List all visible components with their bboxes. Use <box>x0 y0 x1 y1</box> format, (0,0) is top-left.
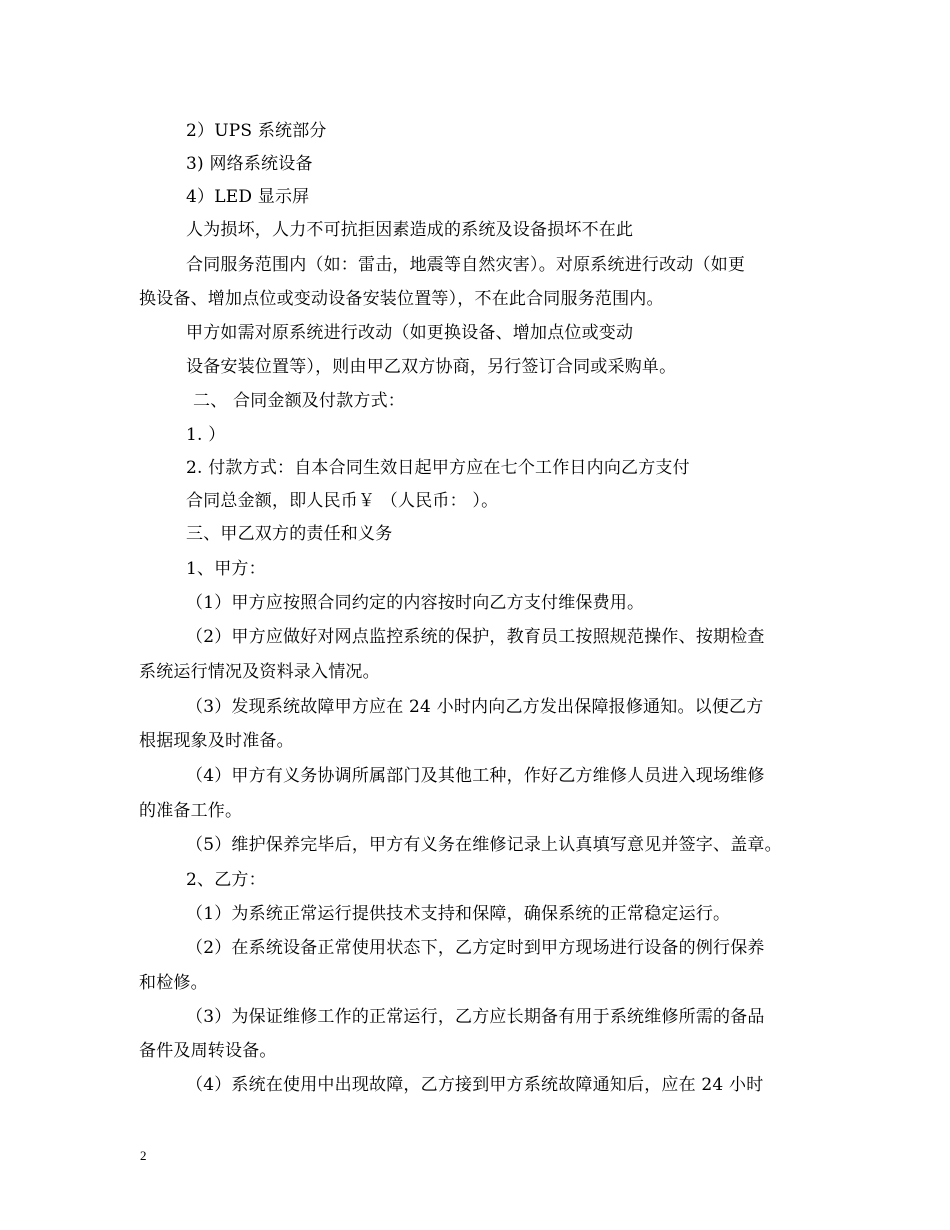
text-line: （2）在系统设备正常使用状态下，乙方定时到甲方现场进行设备的例行保养 <box>186 938 765 958</box>
text-line: （1）甲方应按照合同约定的内容按时向乙方支付维保费用。 <box>186 593 645 613</box>
subsection-heading: 1、甲方： <box>186 559 266 579</box>
section-heading: 三、甲乙双方的责任和义务 <box>186 524 393 544</box>
text-line: 4）LED 显示屏 <box>186 187 310 207</box>
text-line: （3）发现系统故障甲方应在 24 小时内向乙方发出保障报修通知。以便乙方 <box>186 697 764 717</box>
text-line: 系统运行情况及资料录入情况。 <box>139 662 380 682</box>
text-line: （4）甲方有义务协调所属部门及其他工种，作好乙方维修人员进入现场维修 <box>186 766 765 786</box>
text-line: 人为损坏，人力不可抗拒因素造成的系统及设备损坏不在此 <box>186 220 634 240</box>
text-line: 甲方如需对原系统进行改动（如更换设备、增加点位或变动 <box>186 323 634 343</box>
text-line: 1. ） <box>186 425 226 445</box>
text-line: 的准备工作。 <box>139 801 243 821</box>
text-line: （4）系统在使用中出现故障，乙方接到甲方系统故障通知后，应在 24 小时 <box>186 1075 764 1095</box>
text-line: 合同服务范围内（如：雷击，地震等自然灾害）。对原系统进行改动（如更 <box>186 255 746 275</box>
text-line: 根据现象及时准备。 <box>139 731 294 751</box>
text-line: 合同总金额，即人民币￥ （人民币： ）。 <box>186 491 499 511</box>
text-line: 备件及周转设备。 <box>139 1041 277 1061</box>
text-line: 2. 付款方式：自本合同生效日起甲方应在七个工作日内向乙方支付 <box>186 458 690 478</box>
text-line: （1）为系统正常运行提供技术支持和保障，确保系统的正常稳定运行。 <box>186 904 731 924</box>
section-heading: 二、 合同金额及付款方式： <box>193 391 406 411</box>
text-line: 和检修。 <box>139 973 208 993</box>
text-line: （5）维护保养完毕后，甲方有义务在维修记录上认真填写意见并签字、盖章。 <box>186 835 782 855</box>
text-line: 换设备、增加点位或变动设备安装位置等），不在此合同服务范围内。 <box>139 289 664 309</box>
page-number: 2 <box>140 1148 147 1163</box>
text-line: （2）甲方应做好对网点监控系统的保护，教育员工按照规范操作、按期检查 <box>186 627 765 647</box>
text-line: 设备安装位置等），则由甲乙双方协商，另行签订合同或采购单。 <box>186 357 677 377</box>
text-line: 2）UPS 系统部分 <box>186 121 327 141</box>
subsection-heading: 2、乙方： <box>186 870 266 890</box>
text-line: 3) 网络系统设备 <box>186 154 313 174</box>
text-line: （3）为保证维修工作的正常运行，乙方应长期备有用于系统维修所需的备品 <box>186 1007 765 1027</box>
